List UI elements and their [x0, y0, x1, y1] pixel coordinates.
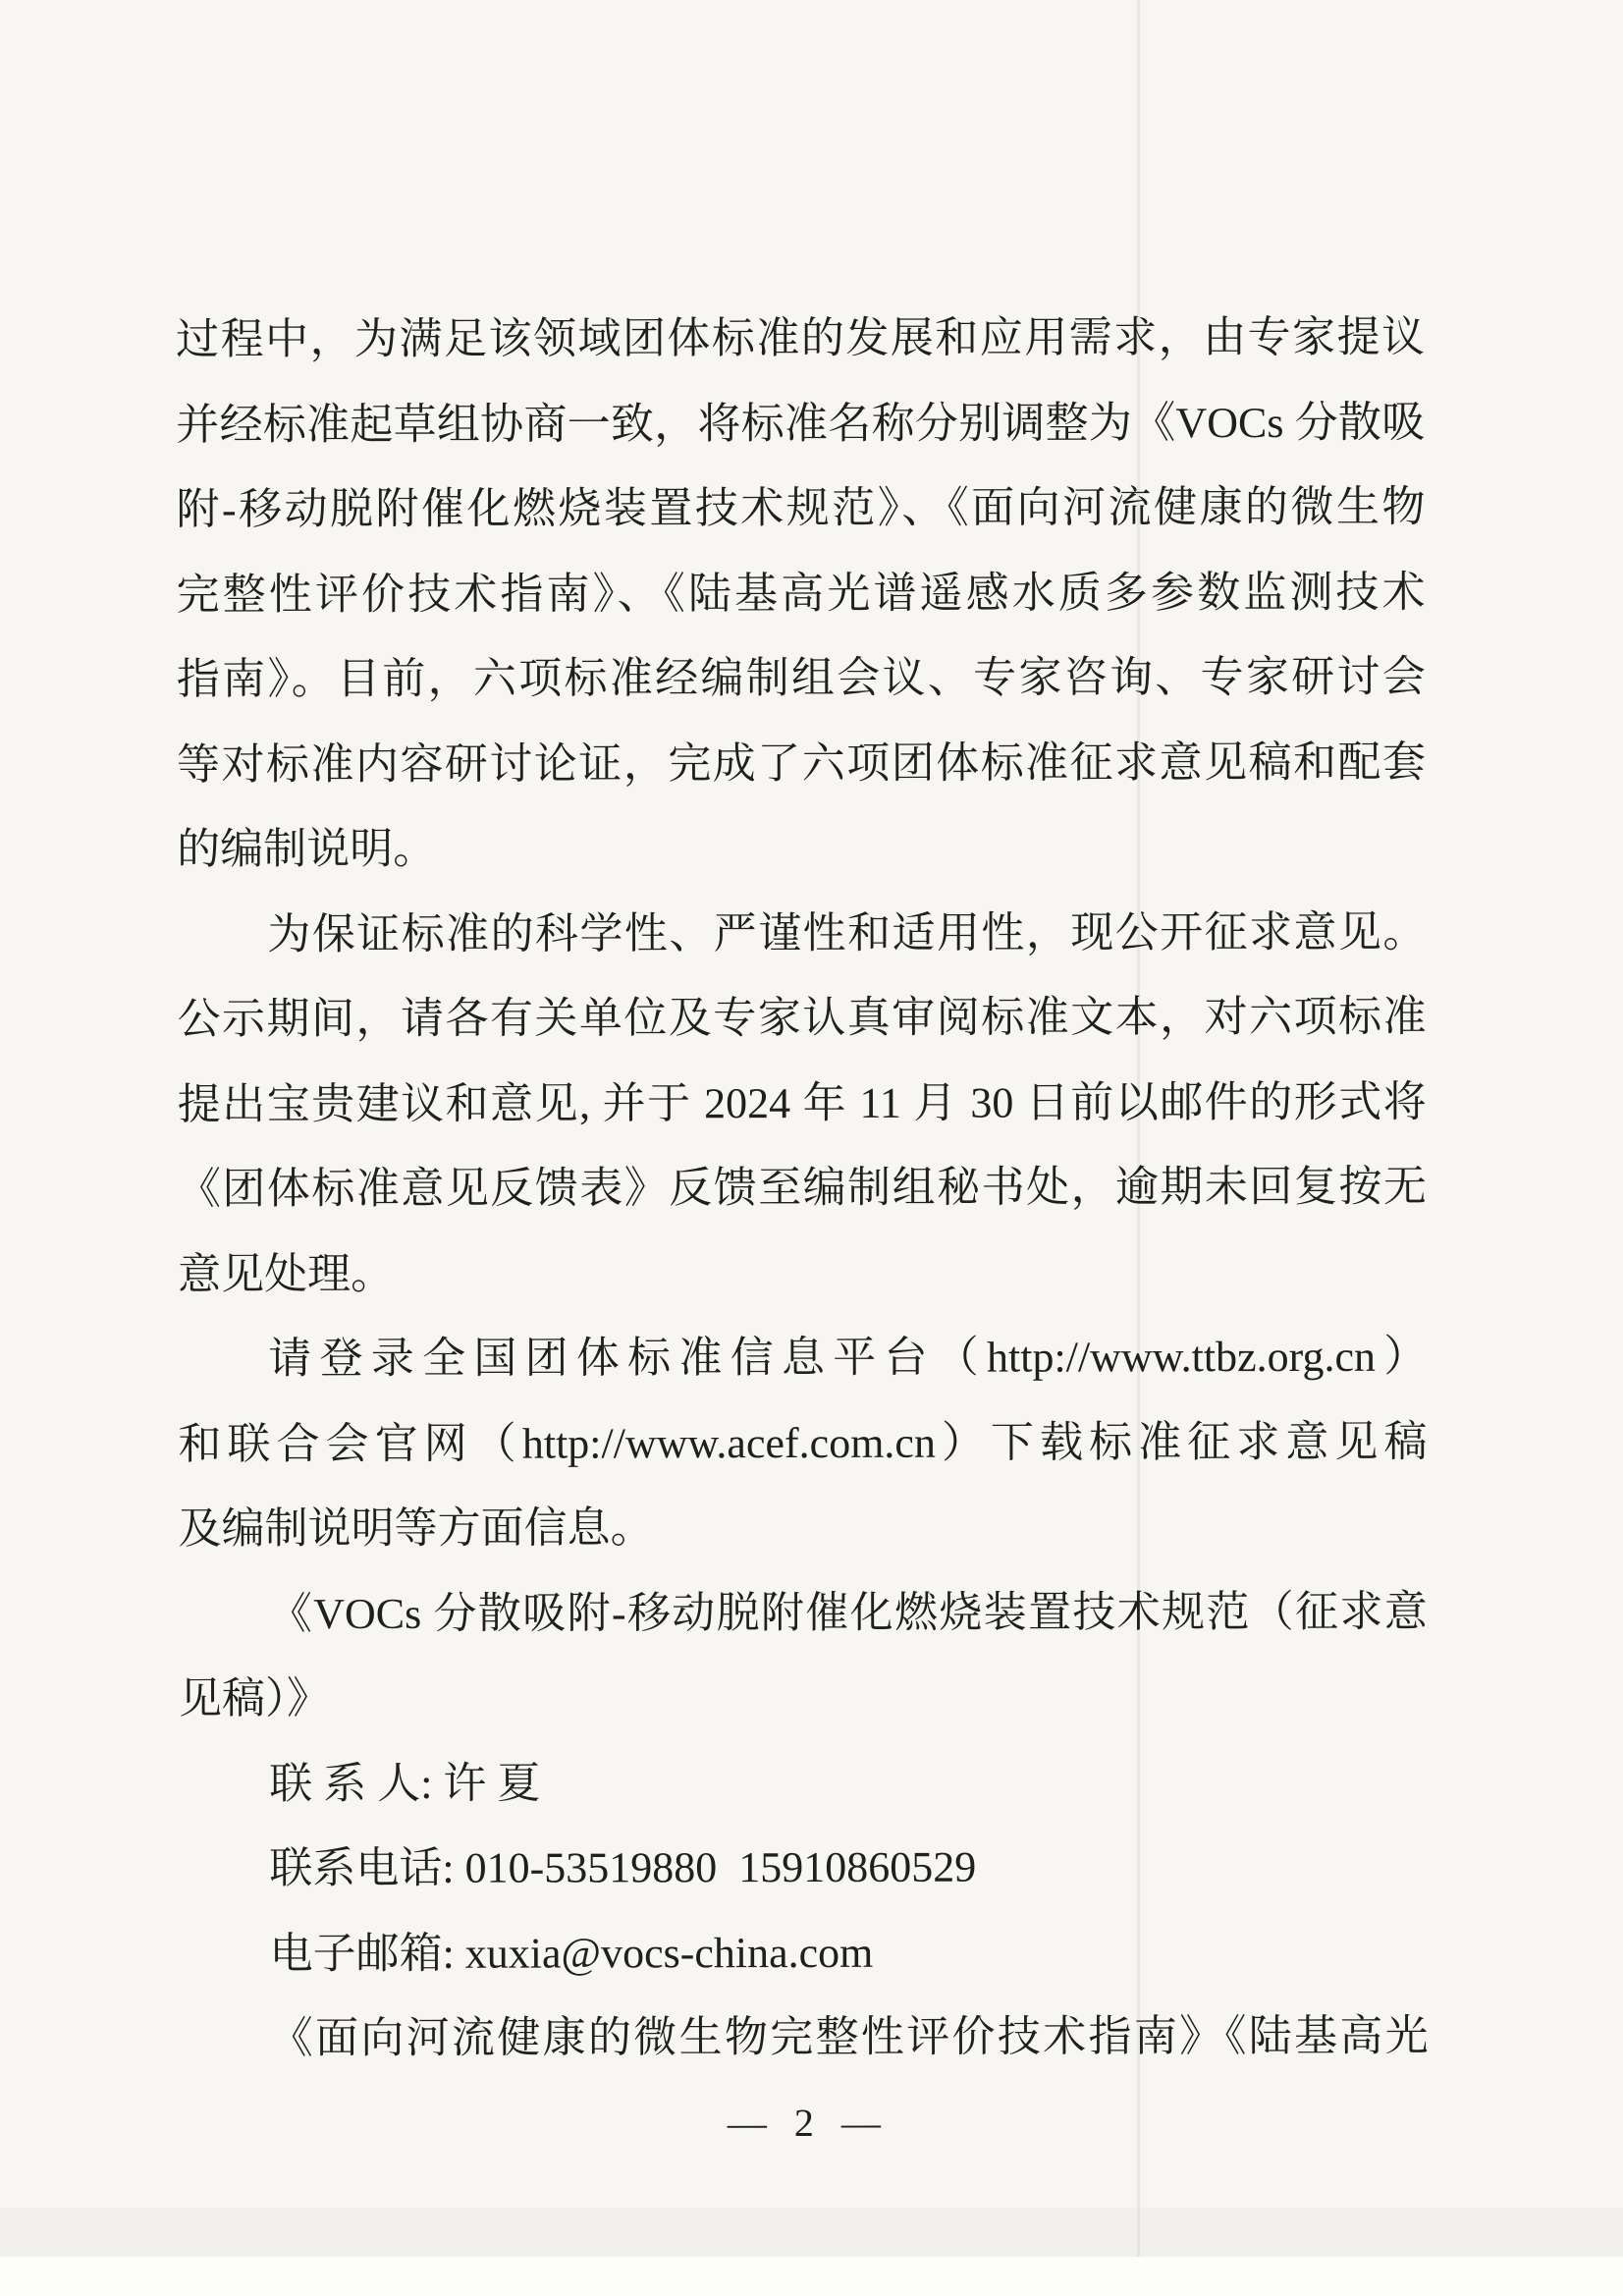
text-line: 《面向河流健康的微生物完整性评价技术指南》《陆基高光	[269, 2011, 1429, 2063]
scan-edge-strip	[0, 2257, 1623, 2296]
text-line: 意见处理。	[178, 1249, 395, 1298]
text-line: 的编制说明。	[177, 824, 437, 874]
text-line: 联 系 人: 许 夏	[269, 1759, 541, 1808]
text-line: 和联合会官网（http://www.acef.com.cn）下载标准征求意见稿	[178, 1417, 1428, 1468]
text-line: 《VOCs 分散吸附-移动脱附催化燃烧装置技术规范（征求意	[268, 1587, 1428, 1638]
text-line: 附-移动脱附催化燃烧装置技术规范》、《面向河流健康的微生物	[176, 482, 1426, 534]
text-line: 请登录全国团体标准信息平台（http://www.ttbz.org.cn）	[268, 1332, 1428, 1384]
text-line: 见稿）》	[178, 1674, 331, 1723]
text-line: 等对标准内容研讨论证，完成了六项团体标准征求意见稿和配套	[176, 738, 1427, 789]
text-line: 指南》。目前，六项标准经编制组会议、专家咨询、专家研讨会	[176, 652, 1426, 704]
text-line: 完整性评价技术指南》、《陆基高光谱遥感水质多参数监测技术	[176, 568, 1426, 619]
scan-edge-band	[0, 2208, 1623, 2257]
text-line: 为保证标准的科学性、严谨性和适用性，现公开征求意见。	[267, 907, 1427, 958]
text-line: 过程中，为满足该领域团体标准的发展和应用需求，由专家提议	[176, 312, 1426, 364]
text-line: 并经标准起草组协商一致，将标准名称分别调整为《VOCs 分散吸	[176, 398, 1426, 449]
page-number: — 2 —	[727, 2100, 881, 2145]
text-line: 《团体标准意见反馈表》反馈至编制组秘书处，逾期未回复按无	[177, 1162, 1427, 1214]
text-line: 公示期间，请各有关单位及专家认真审阅标准文本，对六项标准	[177, 992, 1427, 1044]
text-line: 及编制说明等方面信息。	[178, 1503, 654, 1554]
text-line: 联系电话: 010-53519880 15910860529	[269, 1842, 977, 1893]
document-lines	[176, 296, 1429, 2082]
text-line: 电子邮箱: xuxia@vocs-china.com	[269, 1928, 874, 1978]
text-line: 提出宝贵建议和意见, 并于 2024 年 11 月 30 日前以邮件的形式将	[177, 1077, 1427, 1128]
document-body	[176, 296, 1429, 2167]
